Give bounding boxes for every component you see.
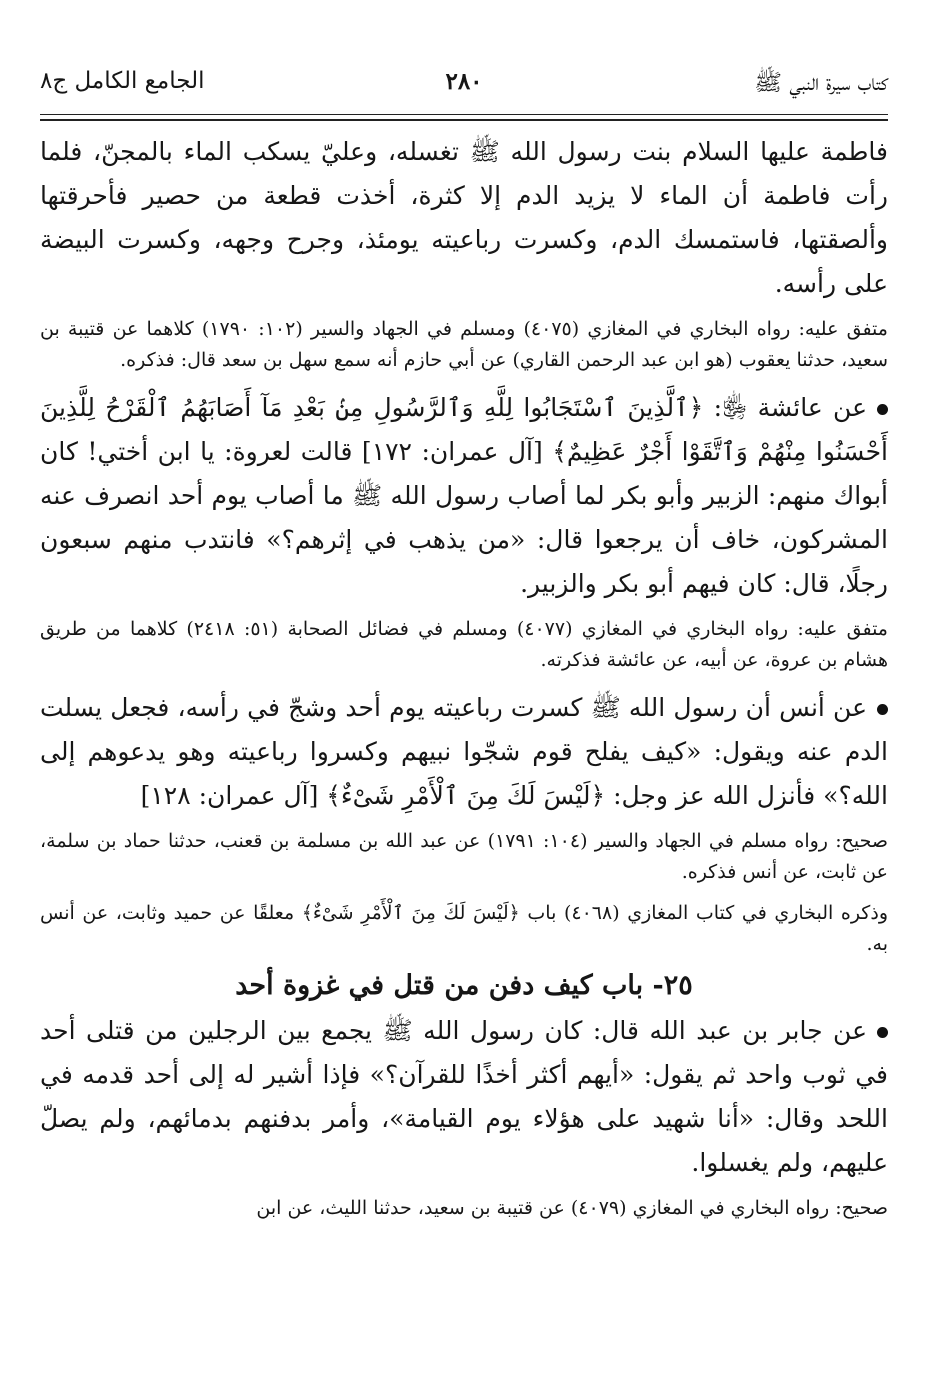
volume-title: الجامع الكامل ج٨ xyxy=(40,68,205,94)
takhrij-note: متفق عليه: رواه البخاري في المغازي (٤٠٧٧) ومسلم في فضائل الصحابة (٥١: ٢٤١٨) كلاهما من طريق هشام بن عروة، عن أبيه، عن عائشة فذكرته. xyxy=(40,618,888,671)
takhrij-note: وذكره البخاري في كتاب المغازي (٤٠٦٨) باب ﴿لَيْسَ لَكَ مِنَ ٱلْأَمْرِ شَىْءٌ﴾ معلقًا عن حميد وثابت، عن أنس به. xyxy=(40,902,888,955)
takhrij-note: صحيح: رواه مسلم في الجهاد والسير (١٠٤: ١٧٩١) عن عبد الله بن مسلمة بن قعنب، حدثنا حماد بن سلمة، عن ثابت، عن أنس فذكره. xyxy=(40,830,888,883)
hadith-text: عن عائشة ﵂: ﴿ٱلَّذِينَ ٱسْتَجَابُوا لِلَّهِ وَٱلرَّسُولِ مِنۢ بَعْدِ مَآ أَصَابَهُمُ ٱلْقَرْحُ لِلَّذِينَ أَحْسَنُوا مِنْهُمْ وَٱتَّقَوْا أَجْرٌ عَظِيمٌ﴾ [آل عمران: ١٧٢] قالت لعروة: يا ابن أختي! كان أبواك منهم: الزبير وأبو بكر لما أصاب رسول الله ﷺ ما أصاب يوم أحد انصرف عنه المشركون، خاف أن يرجعوا قال: «من يذهب في إثرهم؟» فانتدب منهم سبعون رجلًا، قال: كان فيهم أبو بكر والزبير. xyxy=(40,393,888,598)
page-number: ٢٨٠ xyxy=(445,68,483,95)
takhrij-note: صحيح: رواه البخاري في المغازي (٤٠٧٩) عن قتيبة بن سعيد، حدثنا الليث، عن ابن xyxy=(256,1197,888,1219)
book-title: كتاب سيرة النبي ﷺ xyxy=(754,70,888,96)
chapter-heading: ٢٥- باب كيف دفن من قتل في غزوة أحد xyxy=(235,970,693,1001)
hadith-text: فاطمة عليها السلام بنت رسول الله ﷺ تغسله، وعليّ يسكب الماء بالمجنّ، فلما رأت فاطمة أن الماء لا يزيد الدم إلا كثرة، أخذت قطعة من حصير فأحرقتها وألصقتها، فاستمسك الدم، وكسرت رباعيته يومئذ، وجرح وجهه، وكسرت البيضة على رأسه. xyxy=(40,137,888,298)
bullet-icon xyxy=(877,404,888,415)
hadith-text: عن جابر بن عبد الله قال: كان رسول الله ﷺ يجمع بين الرجلين من قتلى أحد في ثوب واحد ثم يقول: «أيهم أكثر أخذًا للقرآن؟» فإذا أشير له إلى أحد قدمه في اللحد وقال: «أنا شهيد على هؤلاء يوم القيامة»، وأمر بدفنهم بدمائهم، ولم يصلّ عليهم، ولم يغسلوا. xyxy=(40,1016,888,1177)
bullet-icon xyxy=(877,704,888,715)
hadith-text: عن أنس أن رسول الله ﷺ كسرت رباعيته يوم أحد وشجّ في رأسه، فجعل يسلت الدم عنه ويقول: «كيف يفلح قوم شجّوا نبيهم وكسروا رباعيته وهو يدعوهم إلى الله؟» فأنزل الله عز وجل: ﴿لَيْسَ لَكَ مِنَ ٱلْأَمْرِ شَىْءٌ﴾ [آل عمران: ١٢٨] xyxy=(40,693,888,810)
takhrij-note: متفق عليه: رواه البخاري في المغازي (٤٠٧٥) ومسلم في الجهاد والسير (١٠٢: ١٧٩٠) كلاهما عن قتيبة بن سعيد، حدثنا يعقوب (هو ابن عبد الرحمن القاري) عن أبي حازم أنه سمع سهل بن سعد قال: فذكره. xyxy=(40,318,888,371)
page-header xyxy=(40,62,888,112)
page-body xyxy=(40,130,888,1234)
bullet-icon xyxy=(877,1027,888,1038)
header-rule-thick xyxy=(40,119,888,121)
header-rule-thin xyxy=(40,114,888,115)
